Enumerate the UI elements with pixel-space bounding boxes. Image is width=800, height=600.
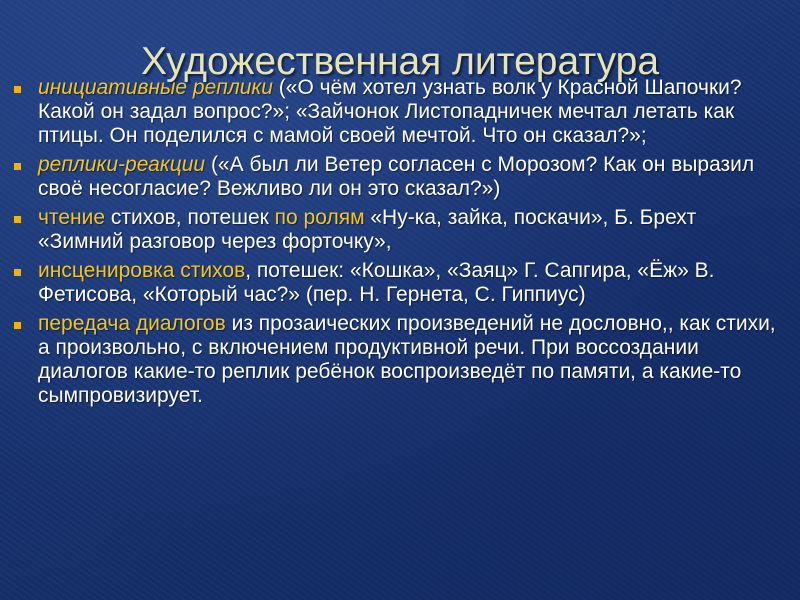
square-bullet-icon bbox=[14, 163, 21, 170]
square-bullet-icon bbox=[14, 269, 21, 276]
item-highlight: инициативные реплики bbox=[38, 76, 273, 99]
item-text bbox=[38, 76, 786, 148]
list-item bbox=[14, 76, 786, 148]
item-body: «Ну-ка, зайка, поскачи», Б. Брехт «Зимний разговор через форточку», bbox=[38, 206, 697, 253]
item-body: стихов, потешек bbox=[105, 206, 275, 229]
list-item bbox=[14, 312, 786, 408]
item-highlight: по ролям bbox=[274, 206, 365, 229]
list-item bbox=[14, 259, 786, 307]
item-text bbox=[38, 312, 786, 408]
item-body: («А был ли Ветер согласен с Морозом? Как он выразил своё несогласие? Вежливо ли он это сказал?») bbox=[38, 153, 755, 200]
item-highlight: реплики-реакции bbox=[38, 153, 206, 176]
slide-title: Художественная литература bbox=[140, 40, 660, 84]
item-highlight: передача диалогов bbox=[38, 312, 226, 335]
list-item bbox=[14, 153, 786, 201]
item-highlight: чтение bbox=[38, 206, 106, 229]
list-item bbox=[14, 206, 786, 254]
bullet-list bbox=[14, 76, 786, 413]
item-body: («О чём хотел узнать волк у Красной Шапочки? Какой он задал вопрос?»; «Зайчонок Листопадничек мечтал летать как птицы. Он поделился с мамой своей мечтой. Что он сказал?»; bbox=[38, 76, 742, 147]
square-bullet-icon bbox=[14, 216, 21, 223]
item-highlight: инсценировка стихов bbox=[38, 259, 246, 282]
item-text bbox=[38, 206, 786, 254]
item-text bbox=[38, 259, 786, 307]
square-bullet-icon bbox=[14, 322, 21, 329]
square-bullet-icon bbox=[14, 86, 21, 93]
item-body: , потешек: «Кошка», «Заяц» Г. Сапгира, «Ёж» В. Фетисова, «Который час?» (пер. Н. Гернета, С. Гиппиус) bbox=[38, 259, 715, 306]
item-text bbox=[38, 153, 786, 201]
item-body: из прозаических произведений не дословно,, как стихи, а произвольно, с включением продуктивной речи. При воссоздании диалогов какие-то реплик ребёнок воспроизведёт по памяти, а какие-то сымпровизирует. bbox=[38, 312, 776, 407]
